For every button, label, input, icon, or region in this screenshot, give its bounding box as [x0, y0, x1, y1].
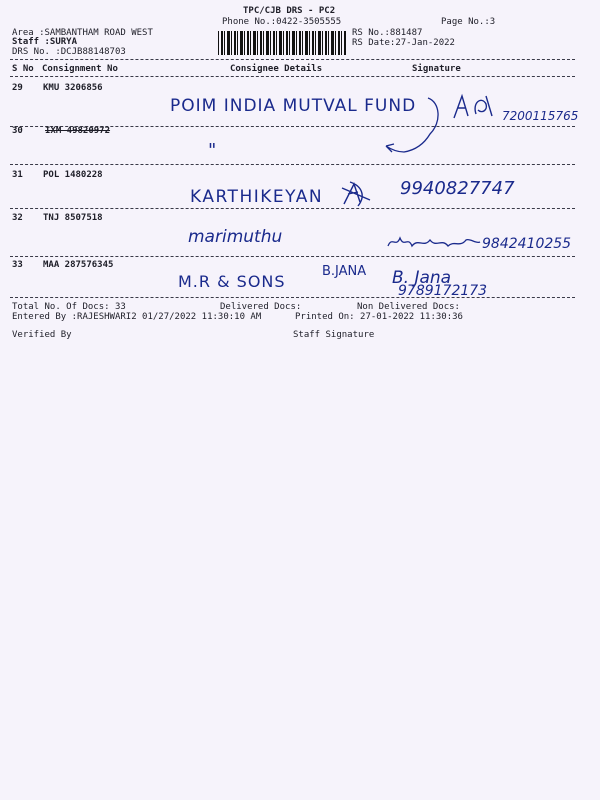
row-sno: 30	[12, 126, 23, 136]
drs-number: DRS No. :DCJB88148703	[12, 47, 126, 57]
phone-number: Phone No.:0422-3505555	[222, 17, 342, 27]
total-docs: Total No. Of Docs: 33	[12, 302, 126, 312]
row-sno: 31	[12, 170, 23, 180]
row-consignee-handwriting: "	[208, 140, 217, 161]
signature-scribble	[340, 180, 372, 208]
staff-signature: Staff Signature	[293, 330, 375, 340]
delivered-docs: Delivered Docs:	[220, 302, 302, 312]
divider	[10, 164, 575, 165]
row-consignee-handwriting: POIM INDIA MUTVAL FUND	[170, 96, 417, 116]
col-signature: Signature	[412, 64, 461, 74]
row-phone-handwriting: 9842410255	[482, 236, 572, 252]
row-signature-handwriting: B. Jana	[392, 268, 452, 288]
row-phone-handwriting: 9940827747	[400, 178, 515, 199]
entered-by: Entered By :RAJESHWARI2 01/27/2022 11:30:10 AM	[12, 312, 262, 322]
page-number: Page No.:3	[441, 17, 496, 27]
row-consignee-handwriting: KARTHIKEYAN	[190, 187, 324, 207]
rs-date: RS Date:27-Jan-2022	[352, 38, 455, 48]
row-phone-handwriting: 7200115765	[502, 109, 579, 123]
divider	[10, 297, 575, 298]
row-phone-handwriting: 9789172173	[398, 283, 488, 299]
row-consignment: MAA 287576345	[43, 260, 114, 270]
signature-scribble	[452, 92, 502, 122]
divider	[10, 76, 575, 77]
row-consignee-handwriting: marimuthu	[188, 227, 283, 247]
printed-on: Printed On: 27-01-2022 11:30:36	[295, 312, 463, 322]
row-sno: 33	[12, 260, 23, 270]
row-signature-name: B.JANA	[322, 264, 367, 279]
row-consignment: IXM 49820972	[45, 126, 111, 136]
row-sno: 32	[12, 213, 23, 223]
divider	[10, 256, 575, 257]
row-consignment: TNJ 8507518	[43, 213, 103, 223]
col-consignee: Consignee Details	[230, 64, 323, 74]
staff-label: Staff :SURYA	[12, 37, 78, 47]
rs-number: RS No.:881487	[352, 28, 423, 38]
col-consignment: Consignment No	[42, 64, 118, 74]
row-consignment: POL 1480228	[43, 170, 103, 180]
document-title: TPC/CJB DRS - PC2	[243, 6, 336, 16]
area-label: Area :SAMBANTHAM ROAD WEST	[12, 28, 153, 38]
non-delivered-docs: Non Delivered Docs:	[357, 302, 460, 312]
divider	[10, 208, 575, 209]
row-sno: 29	[12, 83, 23, 93]
row-consignee-handwriting: M.R & SONS	[178, 272, 286, 291]
col-sno: S No	[12, 64, 34, 74]
verified-by: Verified By	[12, 330, 72, 340]
divider	[10, 59, 575, 60]
row-consignment: KMU 3206856	[43, 83, 103, 93]
barcode	[218, 31, 346, 55]
signature-scribble	[386, 234, 482, 250]
